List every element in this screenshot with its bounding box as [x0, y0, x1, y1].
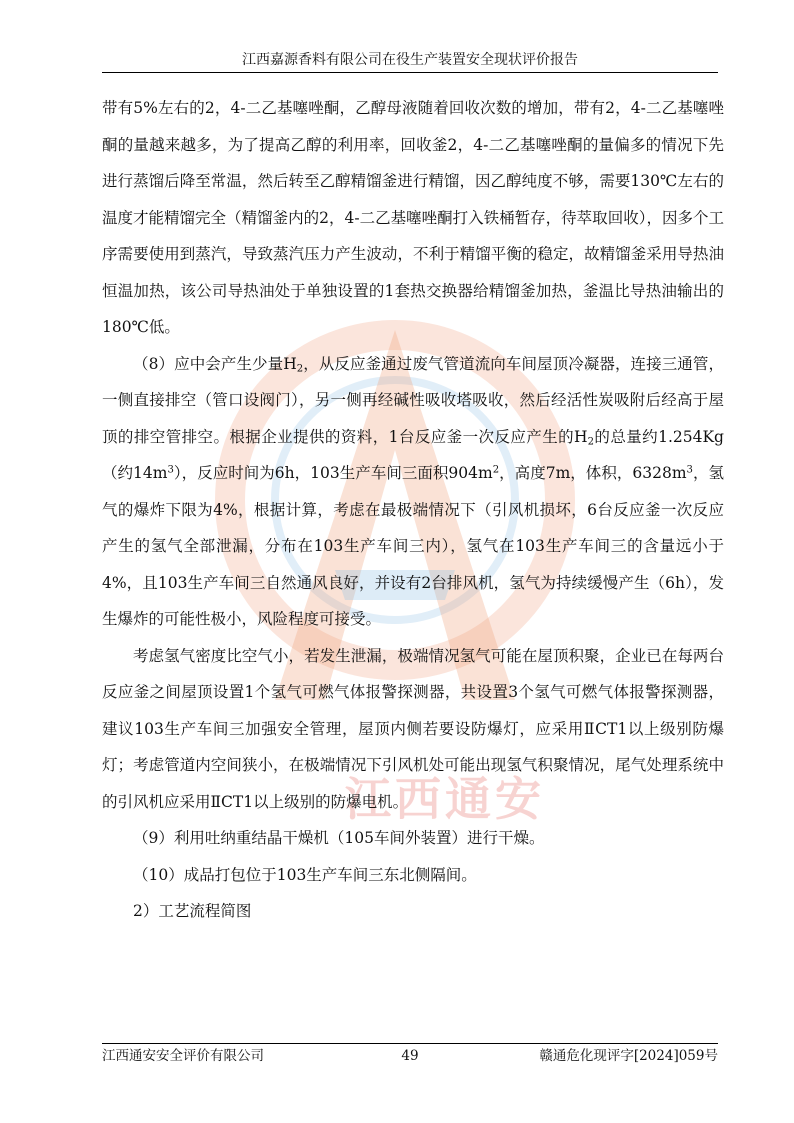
page-number: 49: [401, 1048, 419, 1064]
paragraph-packaging: （10）成品打包位于103生产车间三东北侧隔间。: [133, 865, 477, 884]
footer-company: 江西通安安全评价有限公司: [102, 1048, 264, 1064]
watermark-text: 江西通安: [345, 772, 545, 826]
paragraph-ethanol-recovery: 带有5%左右的2，4-二乙基噻唑酮，乙醇母液随着回收次数的增加，带有2，4-二乙基噻唑酮的量越来越多，为了提高乙醇的利用率，回收釜2，4-二乙基噻唑酮的量偏多的情况下先进行蒸馏后降至常温，然后转至乙醇精馏釜进行精馏，因乙醇纯度不够，需要130℃左右的温度才能精馏完全（精馏釜内的2，4-二乙基噻唑酮打入铁桶暂存，待萃取回收），因多个工序需要使用到蒸汽，导致蒸汽压力产生波动，不利于精馏平衡的稳定，故精馏釜采用导热油恒温加热，该公司导热油处于单独设置的1套热交换器给精馏釜加热，釜温比导热油输出的180℃低。: [102, 99, 724, 336]
section-heading-process-flow: 2）工艺流程简图: [133, 902, 252, 920]
page-header: 江西嘉源香料有限公司在役生产装置安全现状评价报告: [102, 50, 718, 73]
footer-doc-number: 赣通危化现评字[2024]059号: [539, 1048, 718, 1064]
page-footer: [102, 1043, 718, 1064]
paragraph-hydrogen-emission: （8）应中会产生少量$H_2$，从反应釜通过废气管道流向车间屋顶冷凝器，连接三通管，一侧直接排空（管口设阀门），另一侧再经碱性吸收塔吸收，然后经活性炭吸附后经高于屋顶的排空管排空。根据企业提供的资料，1台反应釜一次反应产生的$H_2$的总量约1.254Kg（约$14m^3$），反应时间为6h，103生产车间三面积$904m^2$，高度7m，体积，$6328m^3$，氢气的爆炸下限为4%，根据计算，考虑在最极端情况下（引风机损坏，6台反应釜一次反应产生的氢气全部泄漏，分布在103生产车间三内），氢气在103生产车间三的含量远小于4%，且103生产车间三自然通风良好，并设有2台排风机，氢气为持续缓慢产生（6h），发生爆炸的可能性极小，风险程度可接受。: [102, 354, 724, 628]
paragraph-hydrogen-detector: 考虑氢气密度比空气小，若发生泄漏，极端情况氢气可能在屋顶积聚，企业已在每两台反应釜之间屋顶设置1个氢气可燃气体报警探测器，共设置3个氢气可燃气体报警探测器，建议103生产车间三加强安全管理，屋顶内侧若要设防爆灯，应采用ⅡCT1以上级别防爆灯；考虑管道内空间狭小，在极端情况下引风机处可能出现氢气积聚情况，尾气处理系统中的引风机应采用ⅡCT1以上级别的防爆电机。: [102, 646, 724, 811]
document-body: [102, 90, 724, 930]
paragraph-drying: （9）利用吐纳重结晶干燥机（105车间外装置）进行干燥。: [133, 829, 545, 847]
